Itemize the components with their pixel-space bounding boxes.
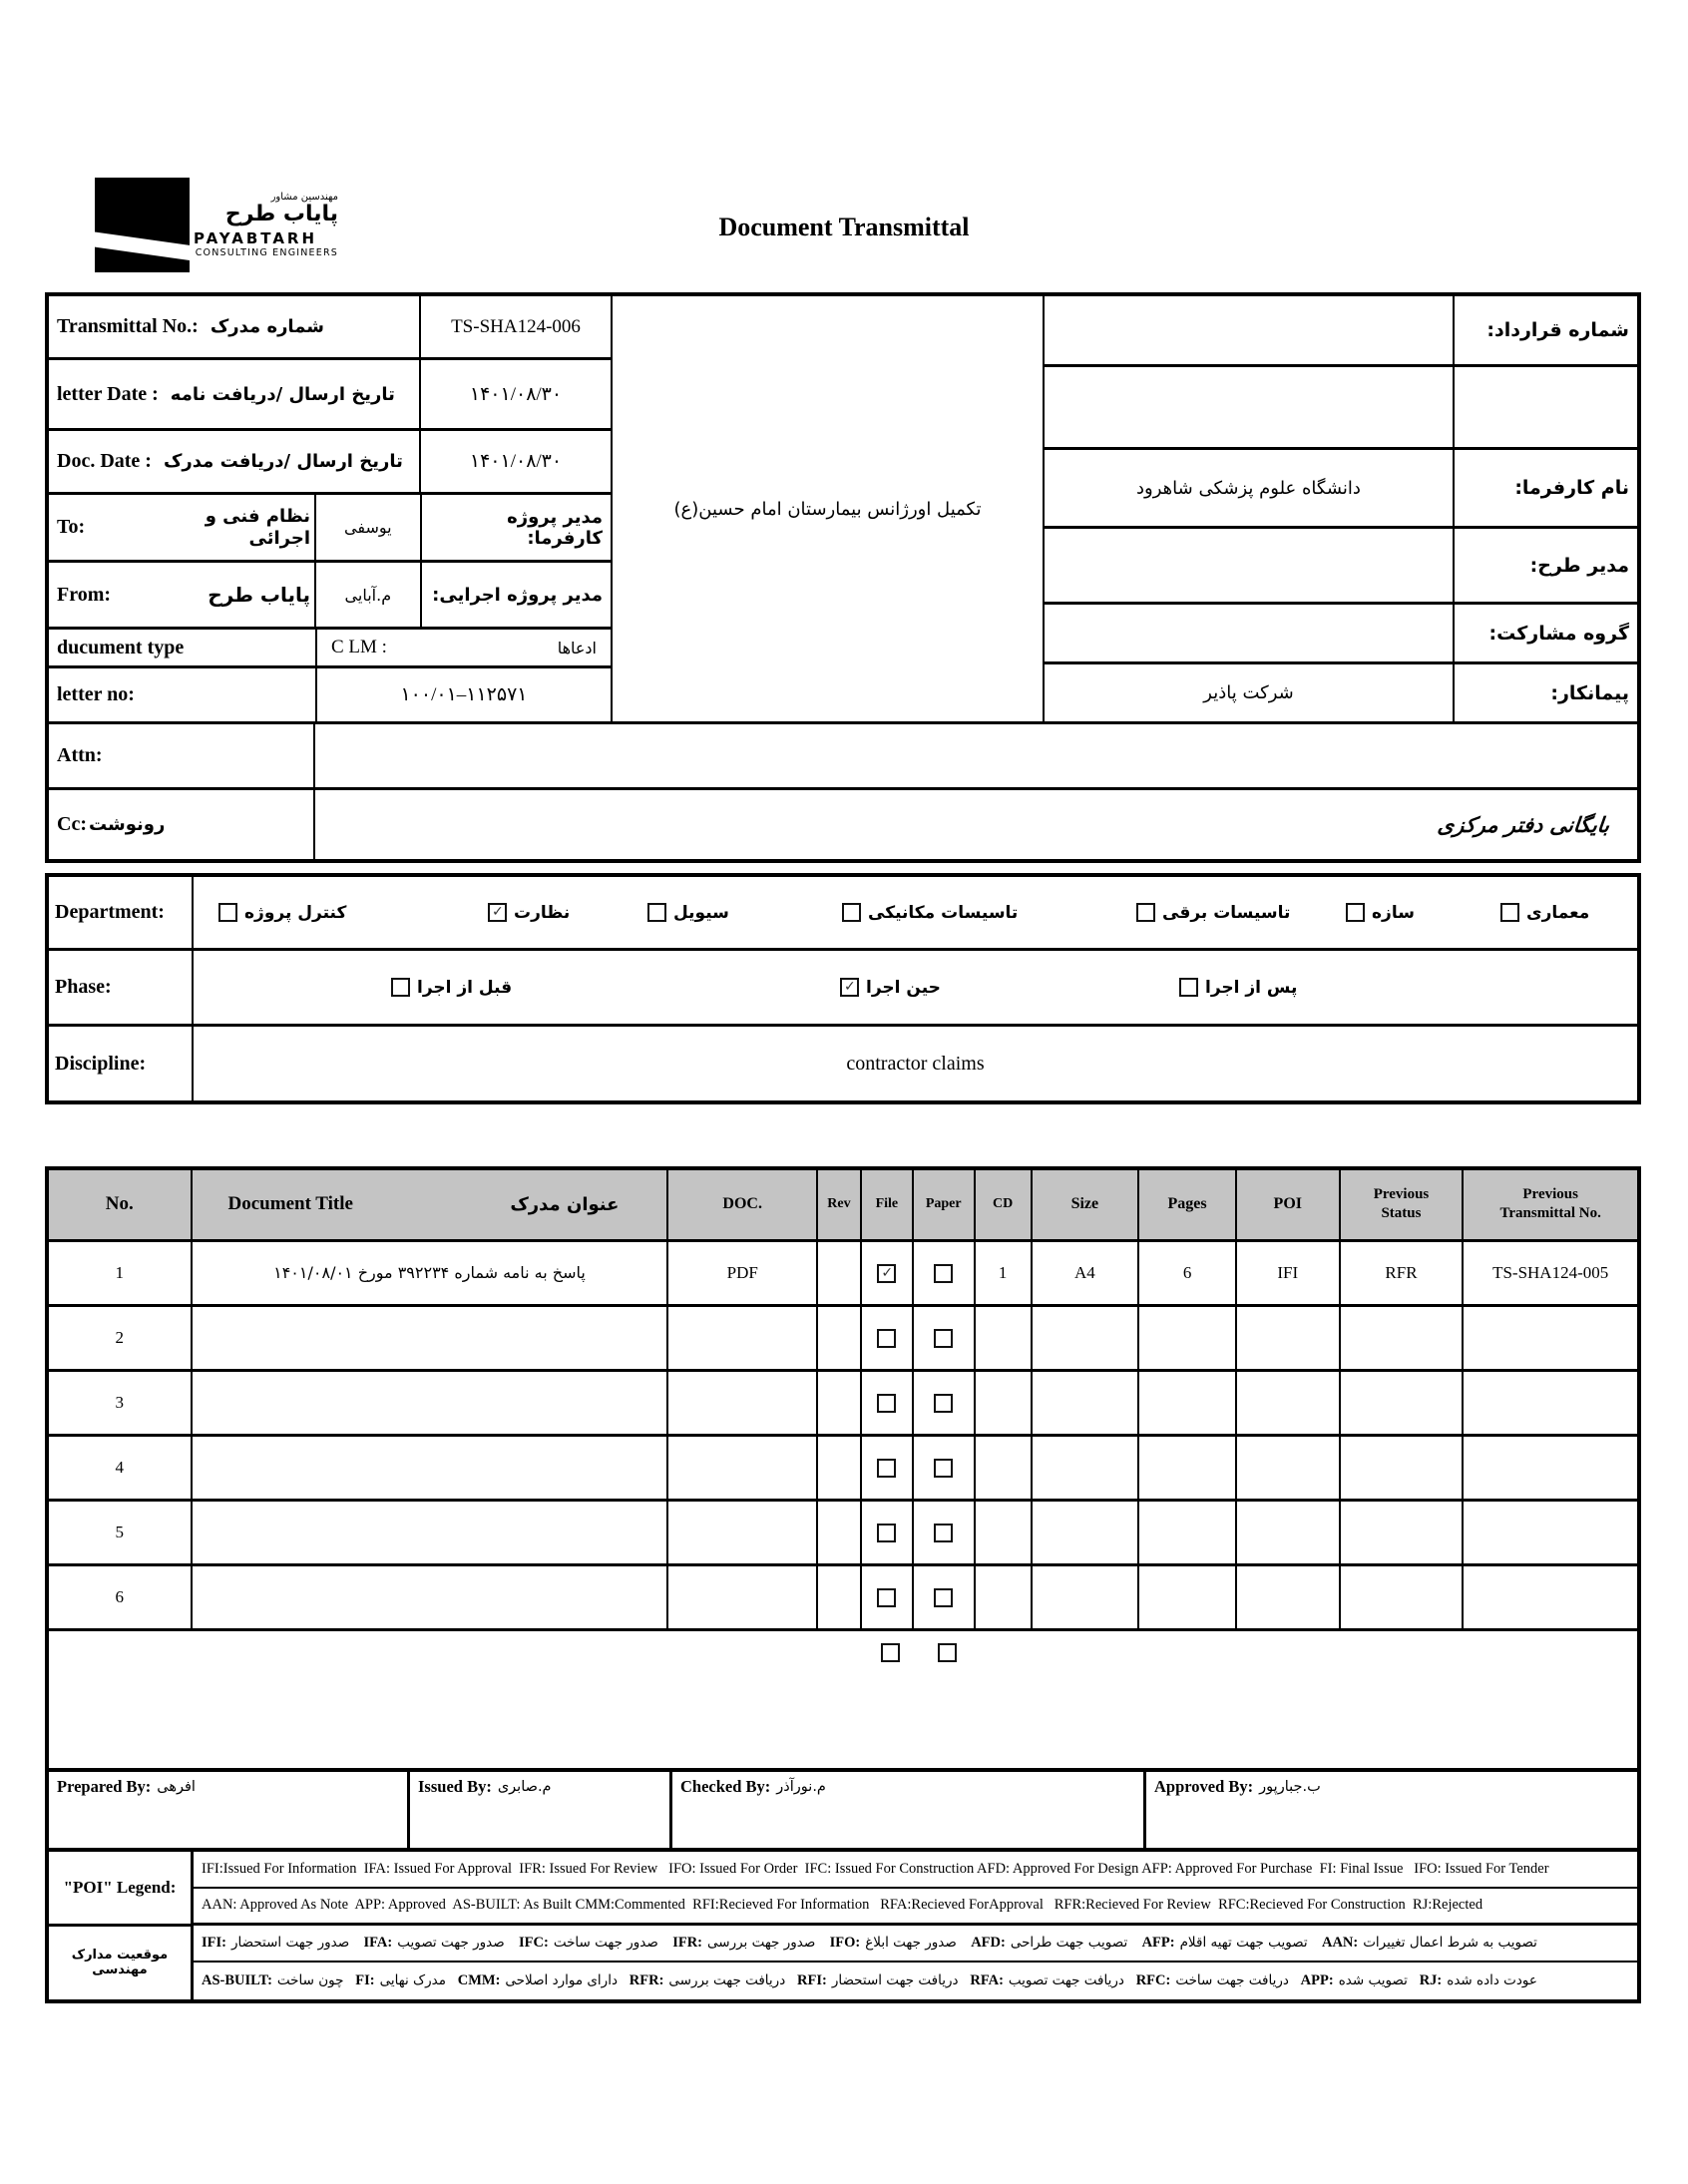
checkbox-label: سیویل: [673, 902, 729, 923]
col-size: Size: [1032, 1168, 1139, 1240]
from-label: From:: [57, 583, 112, 606]
cell-prev-status: [1340, 1370, 1464, 1435]
cell-prev-status: [1340, 1564, 1464, 1629]
page-title: Document Transmittal: [718, 213, 970, 241]
file-checkbox[interactable]: [877, 1264, 896, 1283]
client-pm-name: یوسفی: [344, 518, 392, 537]
checkbox-label: حین اجرا: [866, 977, 941, 998]
col-file: File: [861, 1168, 913, 1240]
cell-paper: [913, 1500, 975, 1564]
document-type-label: ducument type: [57, 636, 185, 658]
cell-file: [861, 1370, 913, 1435]
poi-legend-item: RJ: عودت داده شده: [1419, 1971, 1537, 1988]
checked-checkbox[interactable]: [840, 978, 859, 997]
cell-file: [861, 1240, 913, 1305]
checkbox-label: پس از اجرا: [1205, 977, 1298, 998]
transmittal-no-value: TS-SHA124-006: [419, 296, 611, 357]
cell-poi: [1236, 1370, 1340, 1435]
poi-legend-item: AS-BUILT: چون ساخت: [202, 1971, 344, 1988]
contract-no-value: [1045, 296, 1453, 364]
poi-legend-item: RFR: دریافت جهت بررسی: [629, 1971, 786, 1988]
cell-doc: [667, 1500, 817, 1564]
design-manager-value: [1045, 529, 1453, 602]
phase-option: [391, 978, 512, 998]
department-option: [218, 903, 346, 923]
logo-fa-name: پایاب طرح: [224, 202, 338, 226]
contractor-value: شرکت پاذیر: [1203, 682, 1294, 703]
cell-doc: [667, 1564, 817, 1629]
client-pm-label: مدیر پروژه کارفرما:: [507, 506, 603, 549]
poi-legend-en-row-2: AAN: Approved As Note APP: Approved AS-BUILT: As Built CMM:Commented RFI:Recieved For Information RFA:Recieved ForApproval RFR:Recieved For Review RFC:Recieved For Construction RJ:Rejected: [194, 1889, 1637, 1926]
cell-cd: [975, 1500, 1032, 1564]
approved-by-cell: [1146, 1772, 1637, 1848]
department-option: [1136, 903, 1290, 923]
department-table: [45, 873, 1641, 1104]
poi-legend-item: RFA: دریافت جهت تصویب: [970, 1971, 1124, 1988]
checked-checkbox[interactable]: [488, 903, 507, 922]
cell-size: A4: [1032, 1240, 1139, 1305]
letter-no-value: ۱۰۰/۰۱–۱۱۲۵۷۱: [400, 684, 528, 705]
cell-no: 6: [47, 1564, 192, 1629]
attn-value: [315, 724, 1637, 787]
cc-label: Cc:: [57, 813, 87, 835]
letter-date-label-fa: تاریخ ارسال /دریافت نامه: [170, 383, 395, 405]
department-option: [1500, 903, 1589, 923]
col-title-fa: عنوان مدرک: [510, 1193, 620, 1215]
prepared-by-name: افرهی: [157, 1778, 196, 1795]
poi-legend-item: RFI: دریافت جهت استحضار: [797, 1971, 959, 1988]
cell-paper: [913, 1305, 975, 1370]
table-row: [47, 1564, 1639, 1629]
poi-legend-item: IFC: صدور جهت ساخت: [519, 1934, 658, 1951]
cell-pages: [1138, 1564, 1236, 1629]
poi-legend-item: FI: مدرک نهایی: [355, 1971, 446, 1988]
issued-by-cell: [410, 1772, 672, 1848]
contractor-label: پیمانکار:: [1550, 681, 1629, 704]
checkbox[interactable]: [647, 903, 666, 922]
poi-legend-item: AAN: تصویب به شرط اعمال تغییرات: [1321, 1934, 1537, 1951]
cell-title: پاسخ به نامه شماره ۳۹۲۲۳۴ مورخ ۱۴۰۱/۰۸/۰۱: [192, 1240, 668, 1305]
cell-poi: [1236, 1564, 1340, 1629]
col-pages: Pages: [1138, 1168, 1236, 1240]
to-label: To:: [57, 516, 86, 538]
cell-prev-transmittal: [1463, 1435, 1639, 1500]
cell-rev: [817, 1435, 861, 1500]
cell-size: [1032, 1500, 1139, 1564]
approved-by-name: ب.جبارپور: [1259, 1778, 1321, 1795]
document-list-table: [45, 1166, 1641, 1631]
cell-doc: PDF: [667, 1240, 817, 1305]
poi-legend-item: IFR: صدور جهت بررسی: [672, 1934, 816, 1951]
cell-size: [1032, 1370, 1139, 1435]
poi-legend-en-row-1: IFI:Issued For Information IFA: Issued For Approval IFR: Issued For Review IFO: Issued For Order IFC: Issued For Construction AFD: Approved For Design AFP: Approved For Purchase FI: Final Issue IFO: Issued For Tender: [194, 1852, 1637, 1889]
department-options: [194, 877, 1637, 948]
col-doc: DOC.: [667, 1168, 817, 1240]
checkbox[interactable]: [218, 903, 237, 922]
from-value: پایاب طرح: [208, 583, 311, 607]
poi-legend-label: "POI" Legend:: [49, 1852, 191, 1928]
checkbox[interactable]: [391, 978, 410, 997]
col-rev: Rev: [817, 1168, 861, 1240]
poi-legend-item: IFA: صدور جهت تصویب: [363, 1934, 505, 1951]
checkbox-label: قبل از اجرا: [417, 977, 513, 998]
letter-date-value: ۱۴۰۱/۰۸/۳۰: [419, 360, 611, 428]
cell-paper: [913, 1564, 975, 1629]
cell-pages: [1138, 1500, 1236, 1564]
logo-fa-tagline: مهندسین مشاور: [270, 192, 338, 203]
transmittal-no-label: Transmittal No.:: [57, 315, 199, 337]
checked-by-label: Checked By:: [680, 1776, 771, 1796]
cell-file: [861, 1435, 913, 1500]
table-row: [47, 1500, 1639, 1564]
cell-doc: [667, 1435, 817, 1500]
logo-en-name: PAYABTARH: [194, 229, 318, 247]
exec-pm-name: م.آبایی: [344, 585, 392, 605]
cell-rev: [817, 1370, 861, 1435]
col-title-en: Document Title: [227, 1193, 353, 1215]
file-checkbox[interactable]: [877, 1329, 896, 1348]
cell-rev: [817, 1500, 861, 1564]
cell-no: 1: [47, 1240, 192, 1305]
cell-cd: [975, 1435, 1032, 1500]
cell-cd: 1: [975, 1240, 1032, 1305]
cell-paper: [913, 1435, 975, 1500]
exec-pm-label: مدیر پروژه اجرایی:: [432, 584, 603, 606]
cell-poi: IFI: [1236, 1240, 1340, 1305]
col-title: [192, 1168, 668, 1240]
department-option: [842, 903, 1018, 923]
table-row: [47, 1240, 1639, 1305]
cell-size: [1032, 1564, 1139, 1629]
empty-label-cell: [1453, 367, 1637, 447]
paper-checkbox[interactable]: [938, 1643, 957, 1662]
table-row: [47, 1435, 1639, 1500]
department-option: [1346, 903, 1415, 923]
cell-prev-status: [1340, 1435, 1464, 1500]
cell-title: [192, 1370, 668, 1435]
checkbox[interactable]: [842, 903, 861, 922]
checkbox[interactable]: [1500, 903, 1519, 922]
cell-rev: [817, 1564, 861, 1629]
file-checkbox[interactable]: [877, 1524, 896, 1542]
poi-legend-item: IFI: صدور جهت استحضار: [202, 1934, 350, 1951]
letter-no-label: letter no:: [57, 683, 135, 705]
cell-prev-status: [1340, 1305, 1464, 1370]
cell-doc: [667, 1370, 817, 1435]
poi-legend-item: RFC: دریافت جهت ساخت: [1135, 1971, 1289, 1988]
table-row: [47, 1305, 1639, 1370]
cell-prev-transmittal: [1463, 1305, 1639, 1370]
cell-cd: [975, 1370, 1032, 1435]
paper-checkbox[interactable]: [934, 1524, 953, 1542]
checkbox[interactable]: [1179, 978, 1198, 997]
cell-title: [192, 1435, 668, 1500]
checkbox[interactable]: [1136, 903, 1155, 922]
checkbox-label: تاسیسات مکانیکی: [868, 902, 1019, 923]
phase-option: [840, 978, 941, 998]
col-prev-status: Previous Status: [1340, 1168, 1464, 1240]
col-cd: CD: [975, 1168, 1032, 1240]
cell-no: 5: [47, 1500, 192, 1564]
file-checkbox[interactable]: [877, 1588, 896, 1607]
cell-pages: 6: [1138, 1240, 1236, 1305]
file-checkbox[interactable]: [881, 1643, 900, 1662]
attn-row: [45, 724, 1641, 790]
cell-size: [1032, 1435, 1139, 1500]
table-header-row: [47, 1168, 1639, 1240]
poi-legend-item: IFO: صدور جهت ابلاغ: [829, 1934, 957, 1951]
paper-checkbox[interactable]: [934, 1394, 953, 1413]
cell-no: 3: [47, 1370, 192, 1435]
cell-cd: [975, 1564, 1032, 1629]
cell-poi: [1236, 1435, 1340, 1500]
doc-date-label: Doc. Date :: [57, 450, 152, 472]
col-no: No.: [47, 1168, 192, 1240]
form-header: [45, 175, 1643, 292]
cell-poi: [1236, 1500, 1340, 1564]
issued-by-label: Issued By:: [418, 1776, 492, 1796]
cell-rev: [817, 1305, 861, 1370]
file-checkbox[interactable]: [877, 1459, 896, 1478]
cell-rev: [817, 1240, 861, 1305]
prepared-by-label: Prepared By:: [57, 1776, 152, 1796]
cc-row: [45, 790, 1641, 863]
jv-group-label: گروه مشارکت:: [1488, 622, 1629, 645]
cell-poi: [1236, 1305, 1340, 1370]
discipline-label: Discipline:: [49, 1027, 194, 1100]
cell-pages: [1138, 1305, 1236, 1370]
cell-cd: [975, 1305, 1032, 1370]
table-bottom-band: [45, 1631, 1641, 1768]
checkbox-label: کنترل پروژه: [244, 902, 347, 923]
department-option: [647, 903, 729, 923]
cell-no: 4: [47, 1435, 192, 1500]
cell-file: [861, 1500, 913, 1564]
document-type-code: C LM :: [331, 637, 387, 657]
discipline-value: contractor claims: [846, 1052, 985, 1075]
col-prev-transmittal: Previous Transmittal No.: [1463, 1168, 1639, 1240]
issued-by-name: م.صابری: [497, 1778, 552, 1795]
letter-date-label: letter Date :: [57, 382, 159, 405]
document-type-value-fa: ادعاها: [557, 638, 597, 657]
client-name-label: نام کارفرما:: [1514, 477, 1629, 499]
checkbox-label: سازه: [1372, 902, 1415, 923]
paper-checkbox[interactable]: [934, 1459, 953, 1478]
checked-by-name: م.نورآذر: [776, 1778, 826, 1795]
cell-pages: [1138, 1435, 1236, 1500]
paper-checkbox[interactable]: [934, 1329, 953, 1348]
phase-option: [1179, 978, 1297, 998]
poi-legend-item: AFD: تصویب جهت طراحی: [971, 1934, 1128, 1951]
cell-title: [192, 1305, 668, 1370]
cc-label-fa: رونوشت: [88, 814, 166, 835]
checkbox-label: معماری: [1526, 902, 1590, 923]
department-option: [488, 903, 570, 923]
poi-legend-item: APP: تصویب شده: [1300, 1971, 1408, 1988]
jv-group-value: [1045, 605, 1453, 661]
cell-paper: [913, 1370, 975, 1435]
contract-no-label: شماره قرارداد:: [1486, 319, 1629, 341]
file-checkbox[interactable]: [877, 1394, 896, 1413]
cell-prev-transmittal: [1463, 1564, 1639, 1629]
cell-pages: [1138, 1370, 1236, 1435]
poi-legend-fa-row-1: [194, 1926, 1637, 1963]
cell-prev-status: RFR: [1340, 1240, 1464, 1305]
cell-file: [861, 1305, 913, 1370]
approved-by-label: Approved By:: [1154, 1776, 1254, 1796]
doc-status-label-fa: موقعیت مدارک مهندسی: [71, 1948, 169, 1978]
cell-file: [861, 1564, 913, 1629]
project-name: تکمیل اورژانس بیمارستان امام حسین(ع): [673, 498, 982, 520]
cell-prev-transmittal: TS-SHA124-005: [1463, 1240, 1639, 1305]
cell-no: 2: [47, 1305, 192, 1370]
cell-prev-status: [1340, 1500, 1464, 1564]
cell-size: [1032, 1305, 1139, 1370]
cc-value: بایگانی دفتر مرکزی: [1436, 812, 1611, 837]
transmittal-no-label-fa: شماره مدرک: [210, 316, 324, 337]
paper-checkbox[interactable]: [934, 1264, 953, 1283]
cell-doc: [667, 1305, 817, 1370]
cell-prev-transmittal: [1463, 1370, 1639, 1435]
checkbox[interactable]: [1346, 903, 1365, 922]
poi-legend-fa-row-2: [194, 1963, 1637, 1999]
poi-legend-item: AFP: تصویب جهت تهیه اقلام: [1141, 1934, 1308, 1951]
cell-prev-transmittal: [1463, 1500, 1639, 1564]
transmittal-info-table: [45, 292, 1641, 724]
checkbox-label: تاسیسات برقی: [1162, 902, 1291, 923]
poi-legend-table: [45, 1852, 1641, 2003]
attn-label: Attn:: [57, 744, 103, 766]
client-name-value: دانشگاه علوم پزشکی شاهرود: [1136, 477, 1361, 499]
paper-checkbox[interactable]: [934, 1588, 953, 1607]
checkbox-label: نظارت: [514, 902, 571, 923]
table-row: [47, 1370, 1639, 1435]
to-value: نظام فنی و اجرائی: [205, 505, 311, 549]
design-manager-label: مدیر طرح:: [1529, 554, 1629, 577]
checked-by-cell: [672, 1772, 1146, 1848]
empty-cell: [1045, 367, 1453, 447]
col-poi: POI: [1236, 1168, 1340, 1240]
phase-options: [194, 951, 1637, 1024]
col-paper: Paper: [913, 1168, 975, 1240]
doc-date-label-fa: تاریخ ارسال /دریافت مدرک: [163, 451, 403, 472]
cell-title: [192, 1500, 668, 1564]
signature-row: [45, 1768, 1641, 1852]
poi-legend-item: CMM: دارای موارد اصلاحی: [457, 1971, 618, 1988]
doc-date-value: ۱۴۰۱/۰۸/۳۰: [419, 431, 611, 492]
logo-en-subtitle: CONSULTING ENGINEERS: [195, 247, 338, 258]
cell-title: [192, 1564, 668, 1629]
department-label: Department:: [49, 877, 194, 948]
phase-label: Phase:: [49, 951, 194, 1024]
prepared-by-cell: [49, 1772, 410, 1848]
cell-paper: [913, 1240, 975, 1305]
